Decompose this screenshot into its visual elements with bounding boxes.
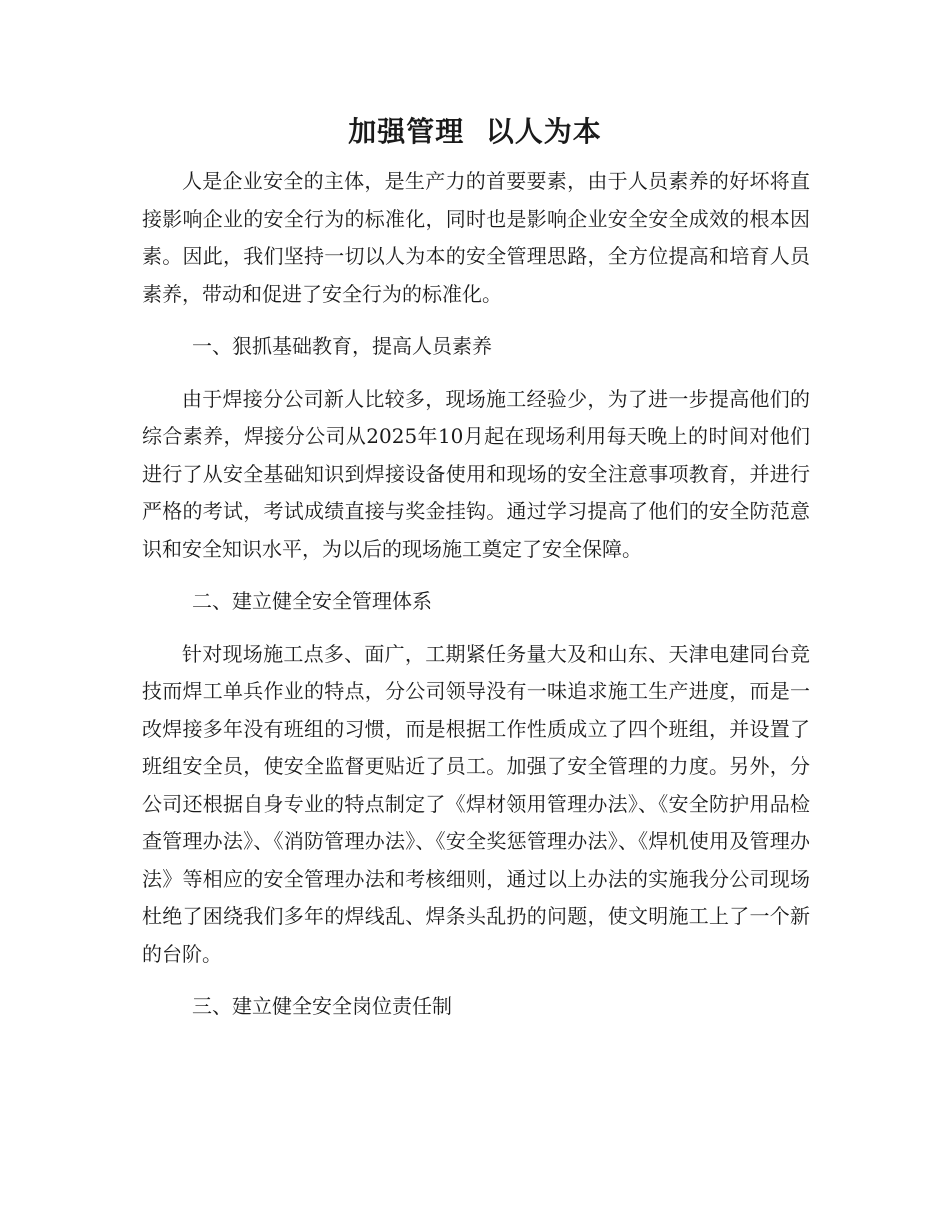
spacer xyxy=(142,973,810,988)
spacer xyxy=(142,568,810,583)
section-2-paragraph: 针对现场施工点多、面广，工期紧任务量大及和山东、天津电建同台竞技而焊工单兵作业的特点，分公司领导没有一味追求施工生产进度，而是一改焊接多年没有班组的习惯，而是根据工作性质成立了四个班组，并设置了班组安全员，使安全监督更贴近了员工。加强了安全管理的力度。另外，分公司还根据自身专业的特点制定了《焊材领用管理办法》、《安全防护用品检查管理办法》、《消防管理办法》、《安全奖惩管理办法》、《焊机使用及管理办法》等相应的安全管理办法和考核细则，通过以上办法的实施我分公司现场杜绝了困绕我们多年的焊线乱、焊条头乱扔的问题，使文明施工上了一个新的台阶。 xyxy=(142,641,810,966)
section-1-heading: 一、狠抓基础教育，提高人员素养 xyxy=(192,334,492,358)
document-title: 加强管理 以人为本 xyxy=(348,115,602,148)
section-2-heading: 二、建立健全安全管理体系 xyxy=(192,589,432,613)
intro-paragraph: 人是企业安全的主体，是生产力的首要要素，由于人员素养的好坏将直接影响企业的安全行为的标准化，同时也是影响企业安全安全成效的根本因素。因此，我们坚持一切以人为本的安全管理思路，全方位提高和培育人员素养，带动和促进了安全行为的标准化。 xyxy=(142,169,810,306)
spacer xyxy=(142,366,810,381)
spacer xyxy=(142,313,810,328)
section-3-heading: 三、建立健全安全岗位责任制 xyxy=(192,994,452,1018)
section-1-paragraph: 由于焊接分公司新人比较多，现场施工经验少，为了进一步提高他们的综合素养，焊接分公司从2025年10月起在现场利用每天晚上的时间对他们进行了从安全基础知识到焊接设备使用和现场的安全注意事项教育，并进行严格的考试，考试成绩直接与奖金挂钩。通过学习提高了他们的安全防范意识和安全知识水平，为以后的现场施工奠定了安全保障。 xyxy=(142,386,810,561)
spacer xyxy=(142,621,810,636)
document-body xyxy=(142,163,810,1026)
